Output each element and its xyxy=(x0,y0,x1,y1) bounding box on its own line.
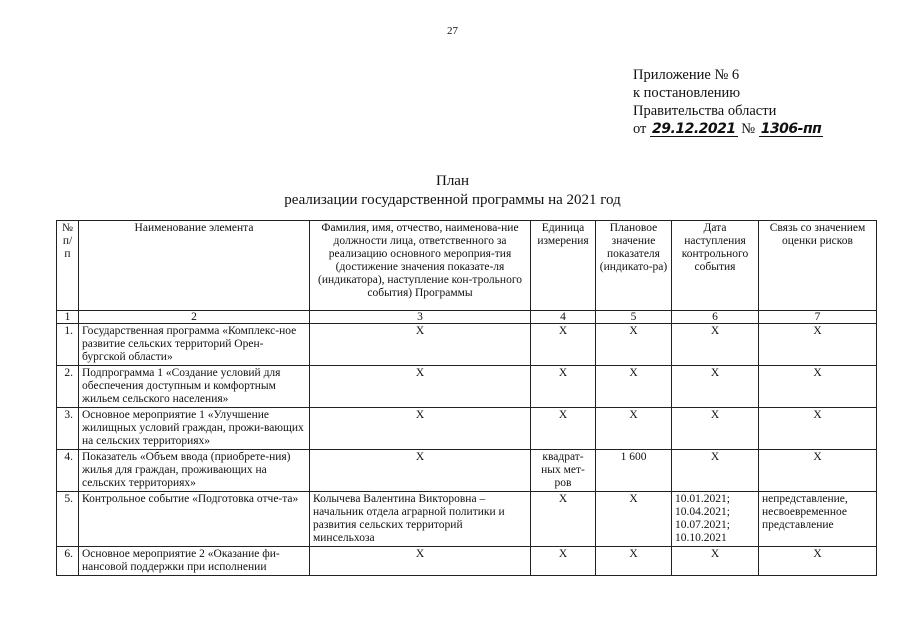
header-date: Дата наступления контрольного события xyxy=(672,221,759,311)
handwritten-date: 29.12.2021 xyxy=(652,121,736,137)
responsible-cell: X xyxy=(310,408,531,450)
date-cell: X xyxy=(672,366,759,408)
risk-cell: X xyxy=(759,547,877,576)
header-responsible: Фамилия, имя, отчество, наименова-ние должности лица, ответственного за реализацию основного мероприя-тия (достижение значения показате-ля (индикатора), наступление кон-трольного события) Программы xyxy=(310,221,531,311)
appendix-block xyxy=(633,66,823,138)
unit-cell: X xyxy=(531,547,596,576)
value-cell: X xyxy=(596,366,672,408)
handwritten-number: 1306-пп xyxy=(760,121,822,137)
risk-cell: X xyxy=(759,324,877,366)
unit-cell: X xyxy=(531,366,596,408)
date-cell: X xyxy=(672,547,759,576)
value-cell: X xyxy=(596,408,672,450)
element-name: Государственная программа «Комплекс-ное развитие сельских территорий Орен-бургской области» xyxy=(79,324,310,366)
index-cell: 7 xyxy=(759,311,877,324)
table-row xyxy=(57,324,877,366)
element-name: Основное мероприятие 1 «Улучшение жилищных условий граждан, прожи-вающих на сельских территориях» xyxy=(79,408,310,450)
index-cell: 2 xyxy=(79,311,310,324)
value-cell: 1 600 xyxy=(596,450,672,492)
table-row xyxy=(57,492,877,547)
index-cell: 1 xyxy=(57,311,79,324)
header-risk: Связь со значением оценки рисков xyxy=(759,221,877,311)
index-cell: 5 xyxy=(596,311,672,324)
header-name: Наименование элемента xyxy=(79,221,310,311)
row-number: 3. xyxy=(57,408,79,450)
element-name-text: Основное мероприятие 2 «Оказание фи-нансовой поддержки при исполнении xyxy=(82,548,280,573)
table-row xyxy=(57,366,877,408)
row-number: 6. xyxy=(57,547,79,576)
date-cell: X xyxy=(672,408,759,450)
date-cell: X xyxy=(672,450,759,492)
document-subtitle: реализации государственной программы на 2021 год xyxy=(284,192,621,208)
element-name xyxy=(79,547,310,576)
header-unit: Единица измерения xyxy=(531,221,596,311)
table-row xyxy=(57,547,877,576)
responsible-cell: X xyxy=(310,366,531,408)
risk-cell: X xyxy=(759,408,877,450)
header-value: Плановое значение показателя (индикато-ра) xyxy=(596,221,672,311)
unit-cell: X xyxy=(531,408,596,450)
index-cell: 6 xyxy=(672,311,759,324)
table-row xyxy=(57,450,877,492)
unit-cell: X xyxy=(531,492,596,547)
appendix-date-line xyxy=(633,120,823,138)
row-number: 5. xyxy=(57,492,79,547)
element-name: Показатель «Объем ввода (приобрете-ния) жилья для граждан, проживающих на сельских территориях» xyxy=(79,450,310,492)
risk-cell: X xyxy=(759,366,877,408)
responsible-cell: Колычева Валентина Викторовна – начальник отдела аграрной политики и развития сельских территорий минсельхоза xyxy=(310,492,531,547)
appendix-government-line: Правительства области xyxy=(633,103,777,119)
date-cell: X xyxy=(672,324,759,366)
table-row xyxy=(57,408,877,450)
responsible-cell: X xyxy=(310,324,531,366)
column-index-row xyxy=(57,311,877,324)
responsible-cell: X xyxy=(310,547,531,576)
date-cell: 10.01.2021; 10.04.2021; 10.07.2021; 10.10.2021 xyxy=(672,492,759,547)
number-label: № xyxy=(741,121,756,137)
appendix-title: Приложение № 6 xyxy=(633,67,740,83)
index-cell: 4 xyxy=(531,311,596,324)
row-number: 2. xyxy=(57,366,79,408)
element-name: Контрольное событие «Подготовка отче-та» xyxy=(79,492,310,547)
risk-cell: непредставление, несвоевременное представление xyxy=(759,492,877,547)
responsible-cell: X xyxy=(310,450,531,492)
page-number: 27 xyxy=(447,25,458,37)
from-label: от xyxy=(633,121,647,137)
header-row xyxy=(57,221,877,311)
appendix-resolution-line: к постановлению xyxy=(633,85,741,101)
index-cell: 3 xyxy=(310,311,531,324)
row-number: 4. xyxy=(57,450,79,492)
value-cell: X xyxy=(596,492,672,547)
value-cell: X xyxy=(596,324,672,366)
unit-cell: квадрат-ных мет-ров xyxy=(531,450,596,492)
plan-table xyxy=(56,220,877,576)
row-number: 1. xyxy=(57,324,79,366)
risk-cell: X xyxy=(759,450,877,492)
element-name: Подпрограмма 1 «Создание условий для обеспечения доступным и комфортным жильем сельского населения» xyxy=(79,366,310,408)
header-num: № п/п xyxy=(57,221,79,311)
document-title: План xyxy=(435,173,469,189)
value-cell: X xyxy=(596,547,672,576)
unit-cell: X xyxy=(531,324,596,366)
